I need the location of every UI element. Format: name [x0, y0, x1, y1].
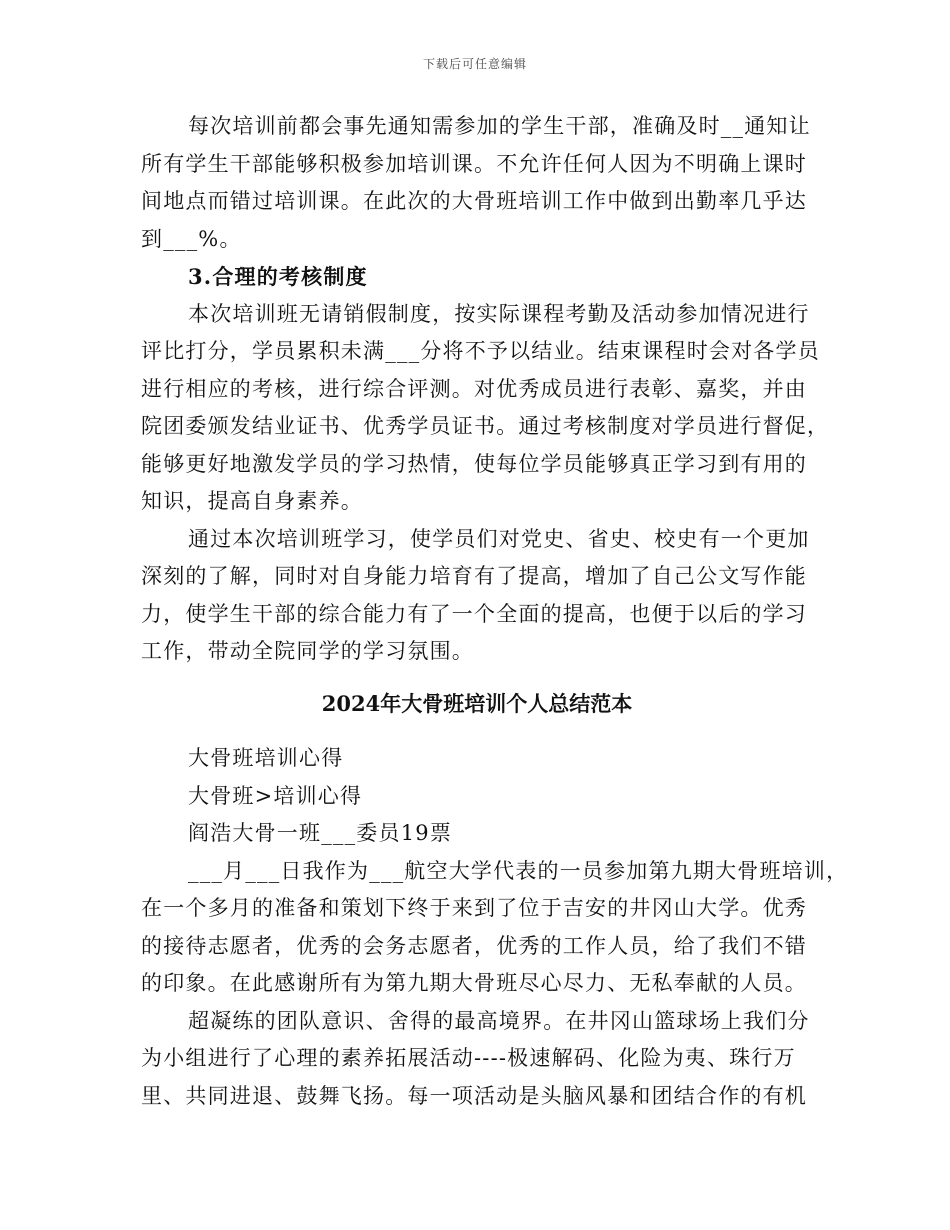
intro-lines	[141, 740, 813, 853]
paragraph-assessment	[141, 296, 830, 521]
paragraph-conclusion	[141, 521, 813, 671]
section-heading: 3.合理的考核制度	[188, 264, 368, 289]
text-line: 阎浩大骨一班___委员19票	[188, 821, 453, 845]
text-line: 大骨班培训心得	[188, 746, 344, 770]
text-line: 到___%。	[141, 226, 242, 251]
text-line: 能够更好地激发学员的学习热情，使每位学员能够真正学习到有用的	[141, 451, 807, 476]
text-line: ___月___日我作为___航空大学代表的一员参加第九期大骨班培训，	[188, 858, 849, 883]
text-line: 里、共同进退、鼓舞飞扬。每一项活动是头脑风暴和团结合作的有机	[141, 1083, 807, 1108]
text-line: 深刻的了解，同时对自身能力培育有了提高，增加了自己公文写作能	[141, 564, 807, 588]
text-line: 通过本次培训班学习，使学员们对党史、省史、校史有一个更加	[188, 526, 810, 551]
text-line: 进行相应的考核，进行综合评测。对优秀成员进行表彰、嘉奖，并由	[141, 376, 807, 401]
text-line: 工作，带动全院同学的学习氛围。	[141, 639, 474, 663]
text-line: 院团委颁发结业证书、优秀学员证书。通过考核制度对学员进行督促，	[141, 414, 830, 438]
paragraph-teamwork	[141, 1003, 813, 1116]
page-header: 下载后可任意编辑	[422, 57, 527, 71]
text-line: 的印象。在此感谢所有为第九期大骨班尽心尽力、无私奉献的人员。	[141, 971, 807, 995]
text-line: 为小组进行了心理的素养拓展活动----极速解码、化险为夷、珠行万	[141, 1046, 796, 1070]
text-line: 的接待志愿者，优秀的会务志愿者，优秀的工作人员，给了我们不错	[141, 933, 807, 958]
text-line: 每次培训前都会事先通知需参加的学生干部，准确及时__通知让	[188, 114, 811, 138]
text-line: 大骨班>培训心得	[188, 783, 363, 808]
document-body	[141, 108, 849, 1115]
paragraph-attendance	[141, 108, 813, 258]
text-line: 间地点而错过培训课。在此次的大骨班培训工作中做到出勤率几乎达	[141, 189, 807, 213]
text-line: 知识，提高自身素养。	[141, 489, 363, 513]
text-line: 力，使学生干部的综合能力有了一个全面的提高，也便于以后的学习	[141, 601, 807, 626]
text-line: 在一个多月的准备和策划下终于来到了位于吉安的井冈山大学。优秀	[141, 896, 807, 920]
paragraph-arrival	[141, 853, 849, 1003]
text-line: 评比打分，学员累积未满___分将不予以结业。结束课程时会对各学员	[141, 339, 820, 363]
text-line: 所有学生干部能够积极参加培训课。不允许任何人因为不明确上课时	[141, 151, 807, 176]
document-title: 2024年大骨班培训个人总结范本	[321, 690, 633, 716]
text-line: 本次培训班无请销假制度，按实际课程考勤及活动参加情况进行	[188, 301, 810, 326]
text-line: 超凝练的团队意识、舍得的最高境界。在井冈山篮球场上我们分	[188, 1008, 810, 1033]
